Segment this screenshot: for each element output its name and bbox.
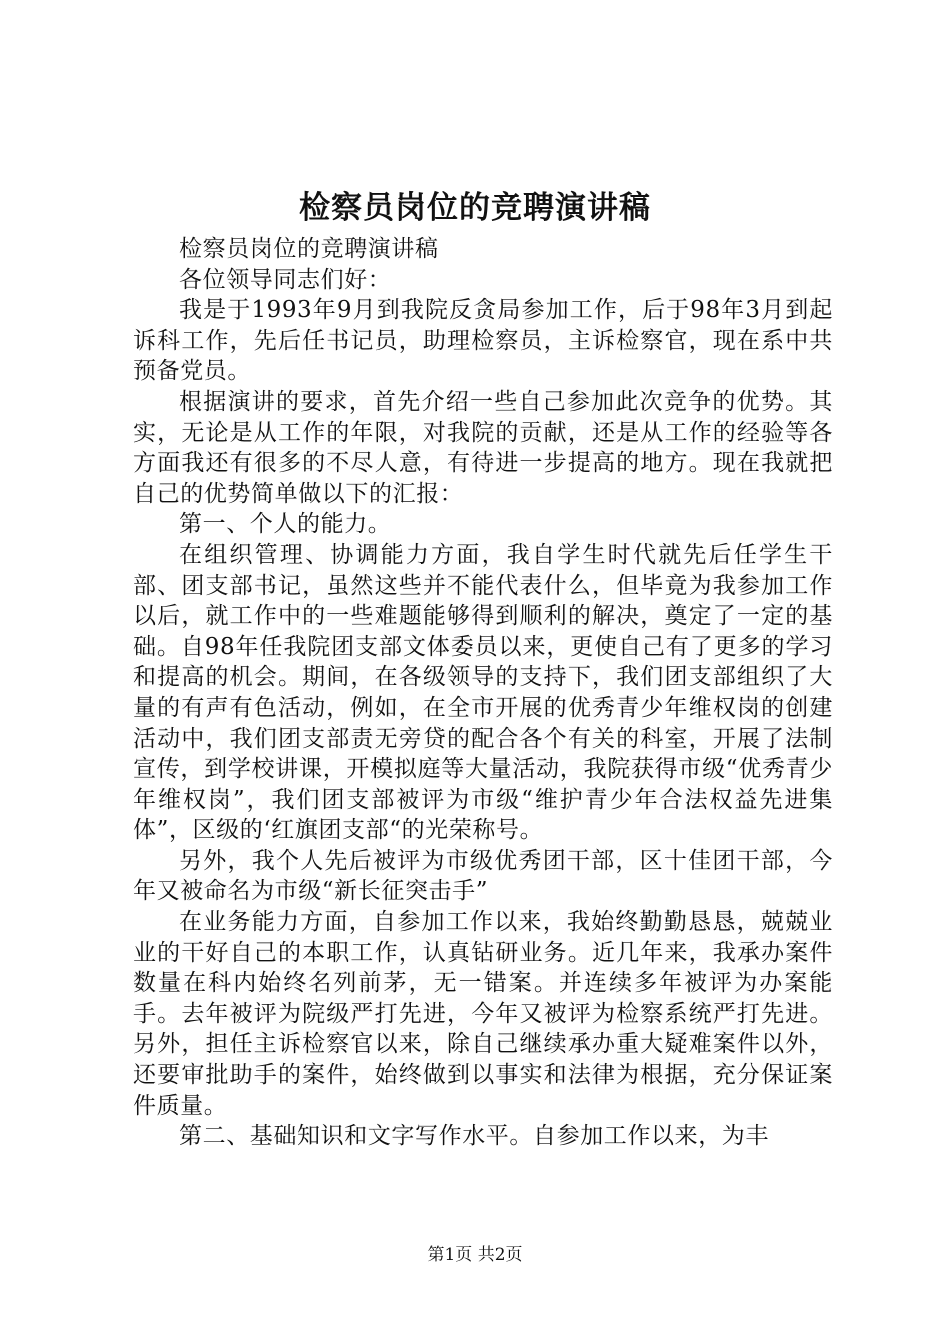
paragraph-advantages-overview: 根据演讲的要求，首先介绍一些自己参加此次竞争的优势。其实，无论是从工作的年限，对我院的贡献，还是从工作的经验等各方面我还有很多的不尽人意，有待进一步提高的地方。现在我就把自己的优势简单做以下的汇报： [133, 388, 833, 507]
paragraph-professional-ability: 在业务能力方面，自参加工作以来，我始终勤勤恳恳，兢兢业业的干好自己的本职工作，认真钻研业务。近几年来，我承办案件数量在科内始终名列前茅，无一错案。并连续多年被评为办案能手。去年被评为院级严打先进，今年又被评为检察系统严打先进。另外，担任主诉检察官以来，除自己继续承办重大疑难案件以外，还要审批助手的案件，始终做到以事实和法律为根据，充分保证案件质量。 [133, 909, 833, 1119]
document-title: 检察员岗位的竞聘演讲稿 [299, 190, 651, 226]
paragraph-greeting: 各位领导同志们好： [179, 266, 392, 293]
paragraph-section-one-heading: 第一、个人的能力。 [179, 511, 392, 538]
paragraph-management-ability: 在组织管理、协调能力方面，我自学生时代就先后任学生干部、团支部书记，虽然这些并不能代表什么，但毕竟为我参加工作以后，就工作中的一些难题能够得到顺利的解决，奠定了一定的基础。自98年任我院团支部文体委员以来，更使自己有了更多的学习和提高的机会。期间，在各级领导的支持下，我们团支部组织了大量的有声有色活动，例如，在全市开展的优秀青少年维权岗的创建活动中，我们团支部责无旁贷的配合各个有关的科室，开展了法制宣传，到学校讲课，开模拟庭等大量活动，我院获得市级“优秀青少年维权岗”，我们团支部被评为市级“维护青少年合法权益先进集体”，区级的‘红旗团支部“的光荣称号。 [133, 541, 833, 844]
page-footer: 第1页 共2页 [427, 1245, 523, 1265]
document-body [133, 234, 833, 1152]
paragraph-personal-honors: 另外，我个人先后被评为市级优秀团干部，区十佳团干部，今年又被命名为市级“新长征突击手” [133, 847, 833, 905]
paragraph-section-two-heading: 第二、基础知识和文字写作水平。自参加工作以来，为丰 [179, 1123, 769, 1150]
paragraph-introduction: 我是于1993年9月到我院反贪局参加工作，后于98年3月到起诉科工作，先后任书记员，助理检察员，主诉检察官，现在系中共预备党员。 [133, 297, 833, 385]
paragraph-subtitle: 检察员岗位的竞聘演讲稿 [179, 236, 439, 262]
